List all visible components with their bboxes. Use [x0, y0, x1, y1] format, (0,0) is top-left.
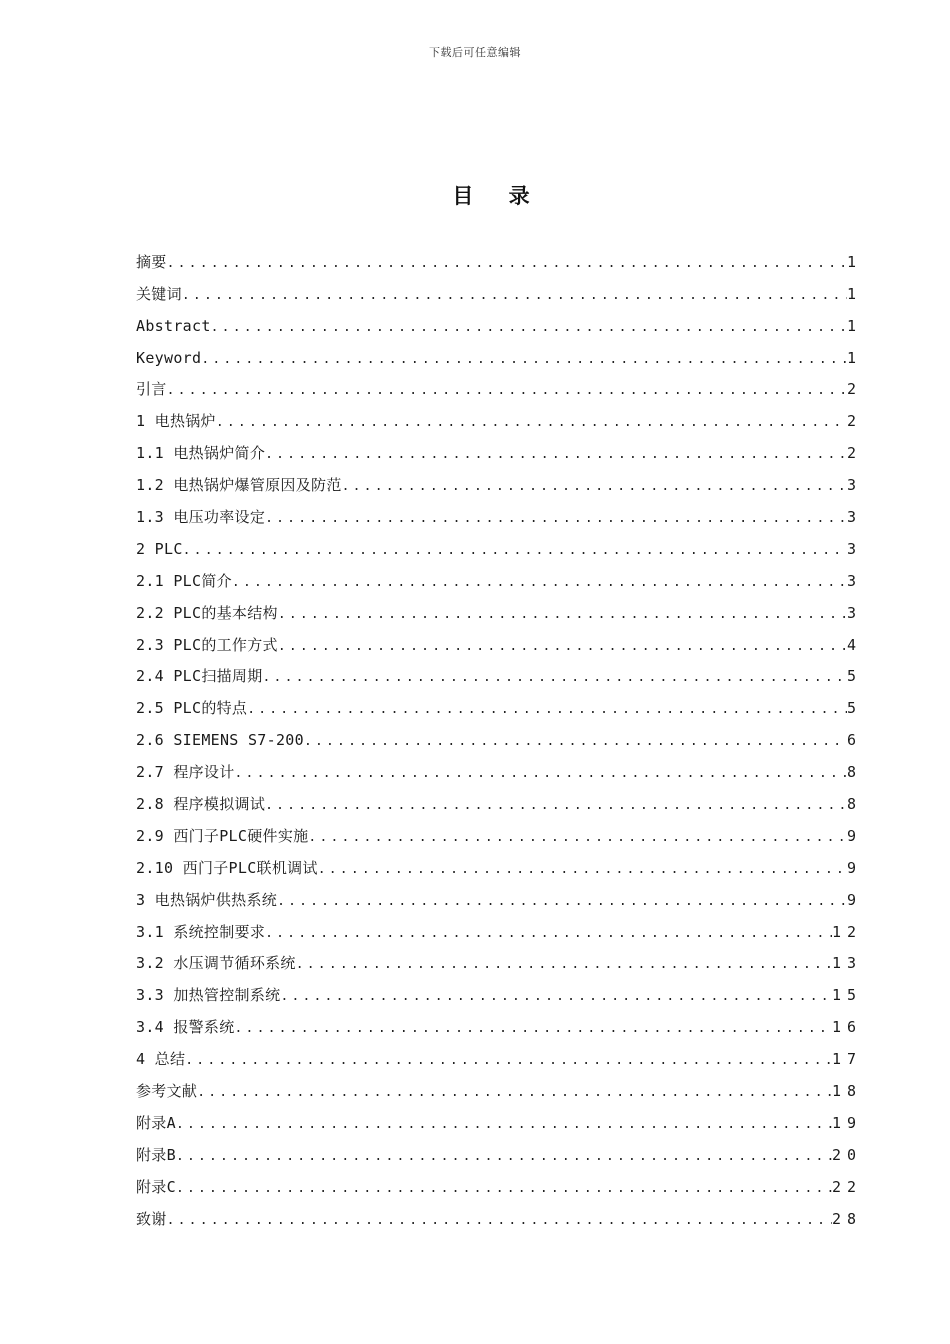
toc-dot-leader — [176, 1182, 832, 1201]
toc-dot-leader — [265, 799, 847, 818]
toc-dot-leader — [185, 1054, 832, 1073]
toc-entry-label: 2.4 PLC扫描周期 — [136, 667, 263, 686]
toc-entry — [136, 244, 862, 276]
toc-entry-label: 3 电热锅炉供热系统 — [136, 890, 278, 909]
toc-entry — [136, 914, 862, 946]
toc-entry — [136, 850, 862, 882]
toc-entry — [136, 786, 862, 818]
toc-entry-page-number: 2 — [846, 412, 862, 431]
toc-entry-page-number: 8 — [846, 795, 862, 814]
toc-dot-leader — [278, 640, 847, 659]
toc-entry-label: 3.3 加热管控制系统 — [136, 986, 281, 1005]
toc-entry-page-number: 2 — [846, 380, 862, 399]
toc-dot-leader — [265, 448, 847, 467]
toc-entry-label: 2.8 程序模拟调试 — [136, 795, 266, 814]
toc-entry — [136, 1105, 862, 1137]
toc-entry-label: 2.7 程序设计 — [136, 763, 235, 782]
toc-dot-leader — [167, 257, 847, 276]
toc-dot-leader — [167, 1214, 832, 1233]
toc-entry — [136, 435, 862, 467]
toc-entry — [136, 818, 862, 850]
toc-entry — [136, 690, 862, 722]
toc-entry-label: 附录B — [136, 1145, 176, 1164]
toc-entry — [136, 467, 862, 499]
toc-entry-page-number: 3 — [846, 603, 862, 622]
toc-dot-leader — [176, 1118, 832, 1137]
toc-entry-label: 1.1 电热锅炉简介 — [136, 444, 266, 463]
toc-entry-label: 2 PLC — [136, 539, 183, 558]
toc-entry — [136, 563, 862, 595]
toc-entry — [136, 1137, 862, 1169]
toc-entry — [136, 531, 862, 563]
toc-entry-page-number: 8 — [846, 763, 862, 782]
toc-entry-page-number: 19 — [831, 1113, 862, 1132]
toc-entry — [136, 1041, 862, 1073]
toc-entry — [136, 1073, 862, 1105]
toc-entry-page-number: 6 — [846, 731, 862, 750]
toc-entry-page-number: 17 — [831, 1050, 862, 1069]
toc-entry — [136, 882, 862, 914]
toc-entry — [136, 722, 862, 754]
toc-entry-label: 2.3 PLC的工作方式 — [136, 635, 278, 654]
toc-dot-leader — [182, 289, 847, 308]
toc-entry — [136, 1169, 862, 1201]
toc-entry — [136, 1201, 862, 1233]
toc-entry-label: 致谢 — [136, 1209, 167, 1228]
toc-entry — [136, 946, 862, 978]
toc-entry-label: 关键词 — [136, 284, 182, 303]
toc-entry-page-number: 9 — [846, 826, 862, 845]
toc-entry — [136, 754, 862, 786]
toc-entry-label: 2.6 SIEMENS S7-200 — [136, 731, 304, 750]
toc-entry-label: 参考文献 — [136, 1082, 198, 1101]
toc-entry-page-number: 28 — [831, 1209, 862, 1228]
toc-entry — [136, 403, 862, 435]
toc-entry-page-number: 3 — [846, 571, 862, 590]
toc-entry-label: 1.3 电压功率设定 — [136, 508, 266, 527]
toc-dot-leader — [176, 1150, 832, 1169]
toc-dot-leader — [280, 990, 832, 1009]
toc-dot-leader — [247, 703, 847, 722]
toc-dot-leader — [263, 671, 847, 690]
toc-entry-label: 附录A — [136, 1113, 176, 1132]
toc-dot-leader — [278, 608, 847, 627]
toc-dot-leader — [232, 576, 847, 595]
toc-entry-page-number: 9 — [846, 858, 862, 877]
toc-entry-page-number: 16 — [831, 1018, 862, 1037]
toc-dot-leader — [235, 767, 847, 786]
toc-entry-label: 4 总结 — [136, 1050, 186, 1069]
toc-entry-page-number: 22 — [831, 1177, 862, 1196]
toc-entry-page-number: 1 — [846, 284, 862, 303]
toc-entry-label: 3.2 水压调节循环系统 — [136, 954, 296, 973]
toc-entry-page-number: 3 — [846, 476, 862, 495]
toc-entry-page-number: 9 — [846, 890, 862, 909]
toc-entry — [136, 276, 862, 308]
toc-entry — [136, 499, 862, 531]
toc-entry-page-number: 5 — [846, 699, 862, 718]
toc-entry-page-number: 5 — [846, 667, 862, 686]
toc-entry-label: 2.10 西门子PLC联机调试 — [136, 858, 318, 877]
toc-entry — [136, 627, 862, 659]
toc-entry-page-number: 1 — [846, 316, 862, 335]
toc-entry-label: 2.2 PLC的基本结构 — [136, 603, 278, 622]
page-title: 目 录 — [452, 183, 544, 208]
toc-entry-label: 3.4 报警系统 — [136, 1018, 235, 1037]
toc-dot-leader — [308, 831, 847, 850]
toc-entry-page-number: 4 — [846, 635, 862, 654]
toc-entry-page-number: 2 — [846, 444, 862, 463]
table-of-contents — [136, 244, 862, 1233]
toc-dot-leader — [265, 512, 847, 531]
toc-dot-leader — [277, 895, 847, 914]
toc-entry-page-number: 20 — [831, 1145, 862, 1164]
toc-entry-page-number: 1 — [846, 252, 862, 271]
toc-entry — [136, 340, 862, 372]
toc-dot-leader — [235, 1022, 832, 1041]
toc-entry-label: Keyword — [136, 348, 202, 367]
toc-entry-label: 附录C — [136, 1177, 176, 1196]
toc-dot-leader — [296, 958, 832, 977]
toc-dot-leader — [318, 863, 847, 882]
toc-dot-leader — [211, 321, 847, 340]
toc-dot-leader — [201, 353, 847, 372]
toc-dot-leader — [265, 927, 832, 946]
toc-entry-label: 摘要 — [136, 252, 167, 271]
toc-entry — [136, 659, 862, 691]
toc-dot-leader — [342, 480, 847, 499]
toc-entry-page-number: 3 — [846, 508, 862, 527]
page-header-note: 下载后可任意编辑 — [429, 46, 521, 59]
toc-entry-label: 引言 — [136, 380, 167, 399]
toc-dot-leader — [183, 544, 847, 563]
toc-entry-label: 2.5 PLC的特点 — [136, 699, 248, 718]
toc-entry-page-number: 18 — [831, 1082, 862, 1101]
toc-entry-page-number: 12 — [831, 922, 862, 941]
toc-entry-page-number: 1 — [846, 348, 862, 367]
toc-dot-leader — [167, 384, 847, 403]
toc-entry-label: 2.1 PLC简介 — [136, 571, 232, 590]
toc-entry-label: Abstract — [136, 316, 211, 335]
toc-entry — [136, 977, 862, 1009]
toc-entry-label: 2.9 西门子PLC硬件实施 — [136, 826, 309, 845]
toc-entry — [136, 308, 862, 340]
toc-entry-page-number: 13 — [831, 954, 862, 973]
toc-dot-leader — [216, 416, 847, 435]
toc-entry-label: 3.1 系统控制要求 — [136, 922, 266, 941]
toc-entry-label: 1 电热锅炉 — [136, 412, 216, 431]
toc-entry — [136, 372, 862, 404]
toc-entry — [136, 1009, 862, 1041]
toc-entry-page-number: 15 — [831, 986, 862, 1005]
toc-entry — [136, 595, 862, 627]
toc-dot-leader — [304, 735, 847, 754]
toc-entry-page-number: 3 — [846, 539, 862, 558]
toc-dot-leader — [197, 1086, 832, 1105]
toc-entry-label: 1.2 电热锅炉爆管原因及防范 — [136, 476, 342, 495]
